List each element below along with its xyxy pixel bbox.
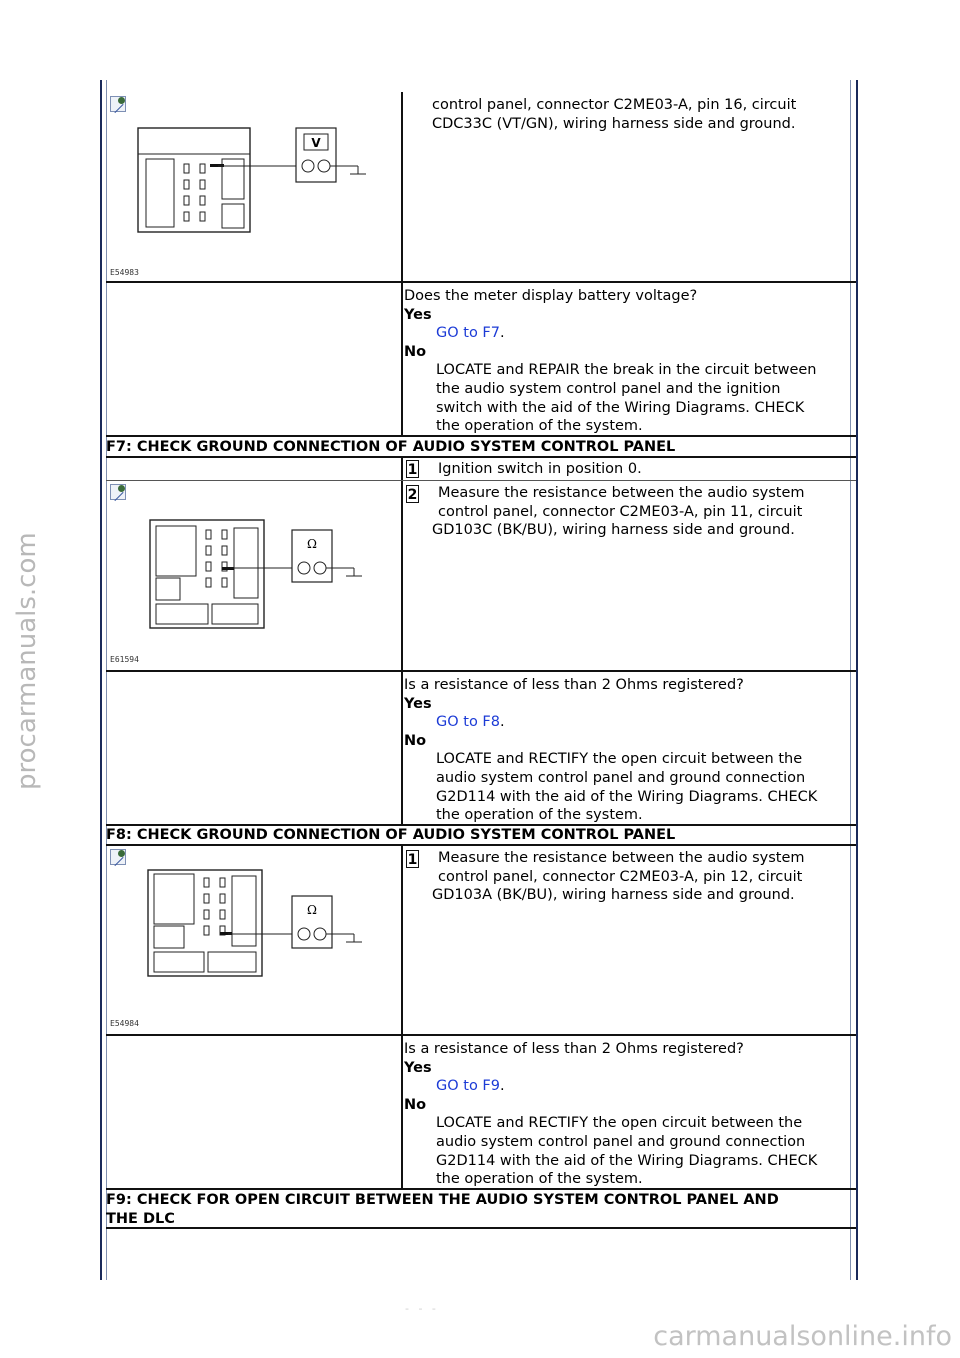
step-number: 2 [407, 487, 418, 503]
go-to-f8-link[interactable]: GO to F8 [436, 714, 500, 731]
question-block-2 [404, 676, 850, 825]
no-label: No [404, 1096, 427, 1113]
empty-left-cell [106, 283, 403, 435]
page-frame-right [856, 80, 858, 1280]
step-number: 1 [407, 852, 418, 868]
figure-id: E61594 [110, 655, 139, 664]
punctuation: . [500, 325, 505, 342]
empty-left-cell [106, 458, 403, 480]
step-number: 1 [407, 462, 418, 478]
yes-label: Yes [404, 1059, 432, 1076]
divider [106, 1188, 856, 1190]
continued-step-text: control panel, connector C2ME03-A, pin 16, circuit CDC33C (VT/GN), wiring harness side and ground. [432, 97, 797, 132]
section-heading-f9: F9: CHECK FOR OPEN CIRCUIT BETWEEN THE AUDIO SYSTEM CONTROL PANEL AND THE DLC [106, 1192, 779, 1227]
go-to-f9-link[interactable]: GO to F9 [436, 1078, 500, 1095]
punctuation: . [500, 714, 505, 731]
figure-id: E54984 [110, 1019, 139, 1028]
empty-left-cell [106, 1036, 403, 1188]
no-label: No [404, 343, 427, 360]
question-block-3 [404, 1040, 850, 1189]
step-text: Measure the resistance between the audio system control panel, connector C2ME03-A, pin 12, circuit GD103A (BK/BU), wiring harness side and ground. [432, 850, 805, 904]
punctuation: . [500, 1078, 505, 1095]
question-text: Does the meter display battery voltage? [404, 288, 698, 304]
side-watermark: procarmanuals.com [12, 532, 42, 790]
connector-diagram-e54984 [146, 866, 376, 982]
no-action: LOCATE and REPAIR the break in the circuit between the audio system control panel and the ignition switch with the aid of the Wiring Diagrams. CHECK the operation of the system. [436, 362, 817, 435]
zoom-icon[interactable] [110, 849, 126, 865]
no-label: No [404, 732, 427, 749]
go-to-f7-link[interactable]: GO to F7 [436, 325, 500, 342]
section-heading-f8: F8: CHECK GROUND CONNECTION OF AUDIO SYSTEM CONTROL PANEL [106, 827, 676, 843]
meter-symbol: Ω [307, 903, 317, 917]
connector-diagram-e54983 [136, 124, 376, 244]
step-text: Measure the resistance between the audio system control panel, connector C2ME03-A, pin 11, circuit GD103C (BK/BU), wiring harness side and ground. [432, 485, 805, 539]
connector-diagram-e61594 [148, 516, 378, 634]
yes-label: Yes [404, 695, 432, 712]
divider [106, 435, 856, 437]
zoom-icon[interactable] [110, 484, 126, 500]
question-text: Is a resistance of less than 2 Ohms registered? [404, 677, 744, 693]
no-action: LOCATE and RECTIFY the open circuit between the audio system control panel and ground connection G2D114 with the aid of the Wiring Diagrams. CHECK the operation of the system. [436, 1115, 818, 1188]
zoom-icon[interactable] [110, 96, 126, 112]
bottom-watermark: carmanualsonline.info [653, 1321, 952, 1352]
page-frame-right-inner [850, 80, 851, 1280]
step-text: Ignition switch in position 0. [438, 461, 642, 477]
question-text: Is a resistance of less than 2 Ohms registered? [404, 1041, 744, 1057]
empty-left-cell [106, 672, 403, 824]
figure-id: E54983 [110, 268, 139, 277]
meter-symbol: Ω [307, 537, 317, 551]
no-action: LOCATE and RECTIFY the open circuit between the audio system control panel and ground connection G2D114 with the aid of the Wiring Diagrams. CHECK the operation of the system. [436, 751, 818, 824]
divider [106, 1227, 856, 1229]
section-heading-f7: F7: CHECK GROUND CONNECTION OF AUDIO SYSTEM CONTROL PANEL [106, 439, 676, 455]
yes-label: Yes [404, 306, 432, 323]
question-block-1 [404, 287, 850, 436]
meter-symbol: V [311, 136, 321, 150]
page-number-faint: - - - [405, 1302, 439, 1315]
page-frame-left [100, 80, 102, 1280]
